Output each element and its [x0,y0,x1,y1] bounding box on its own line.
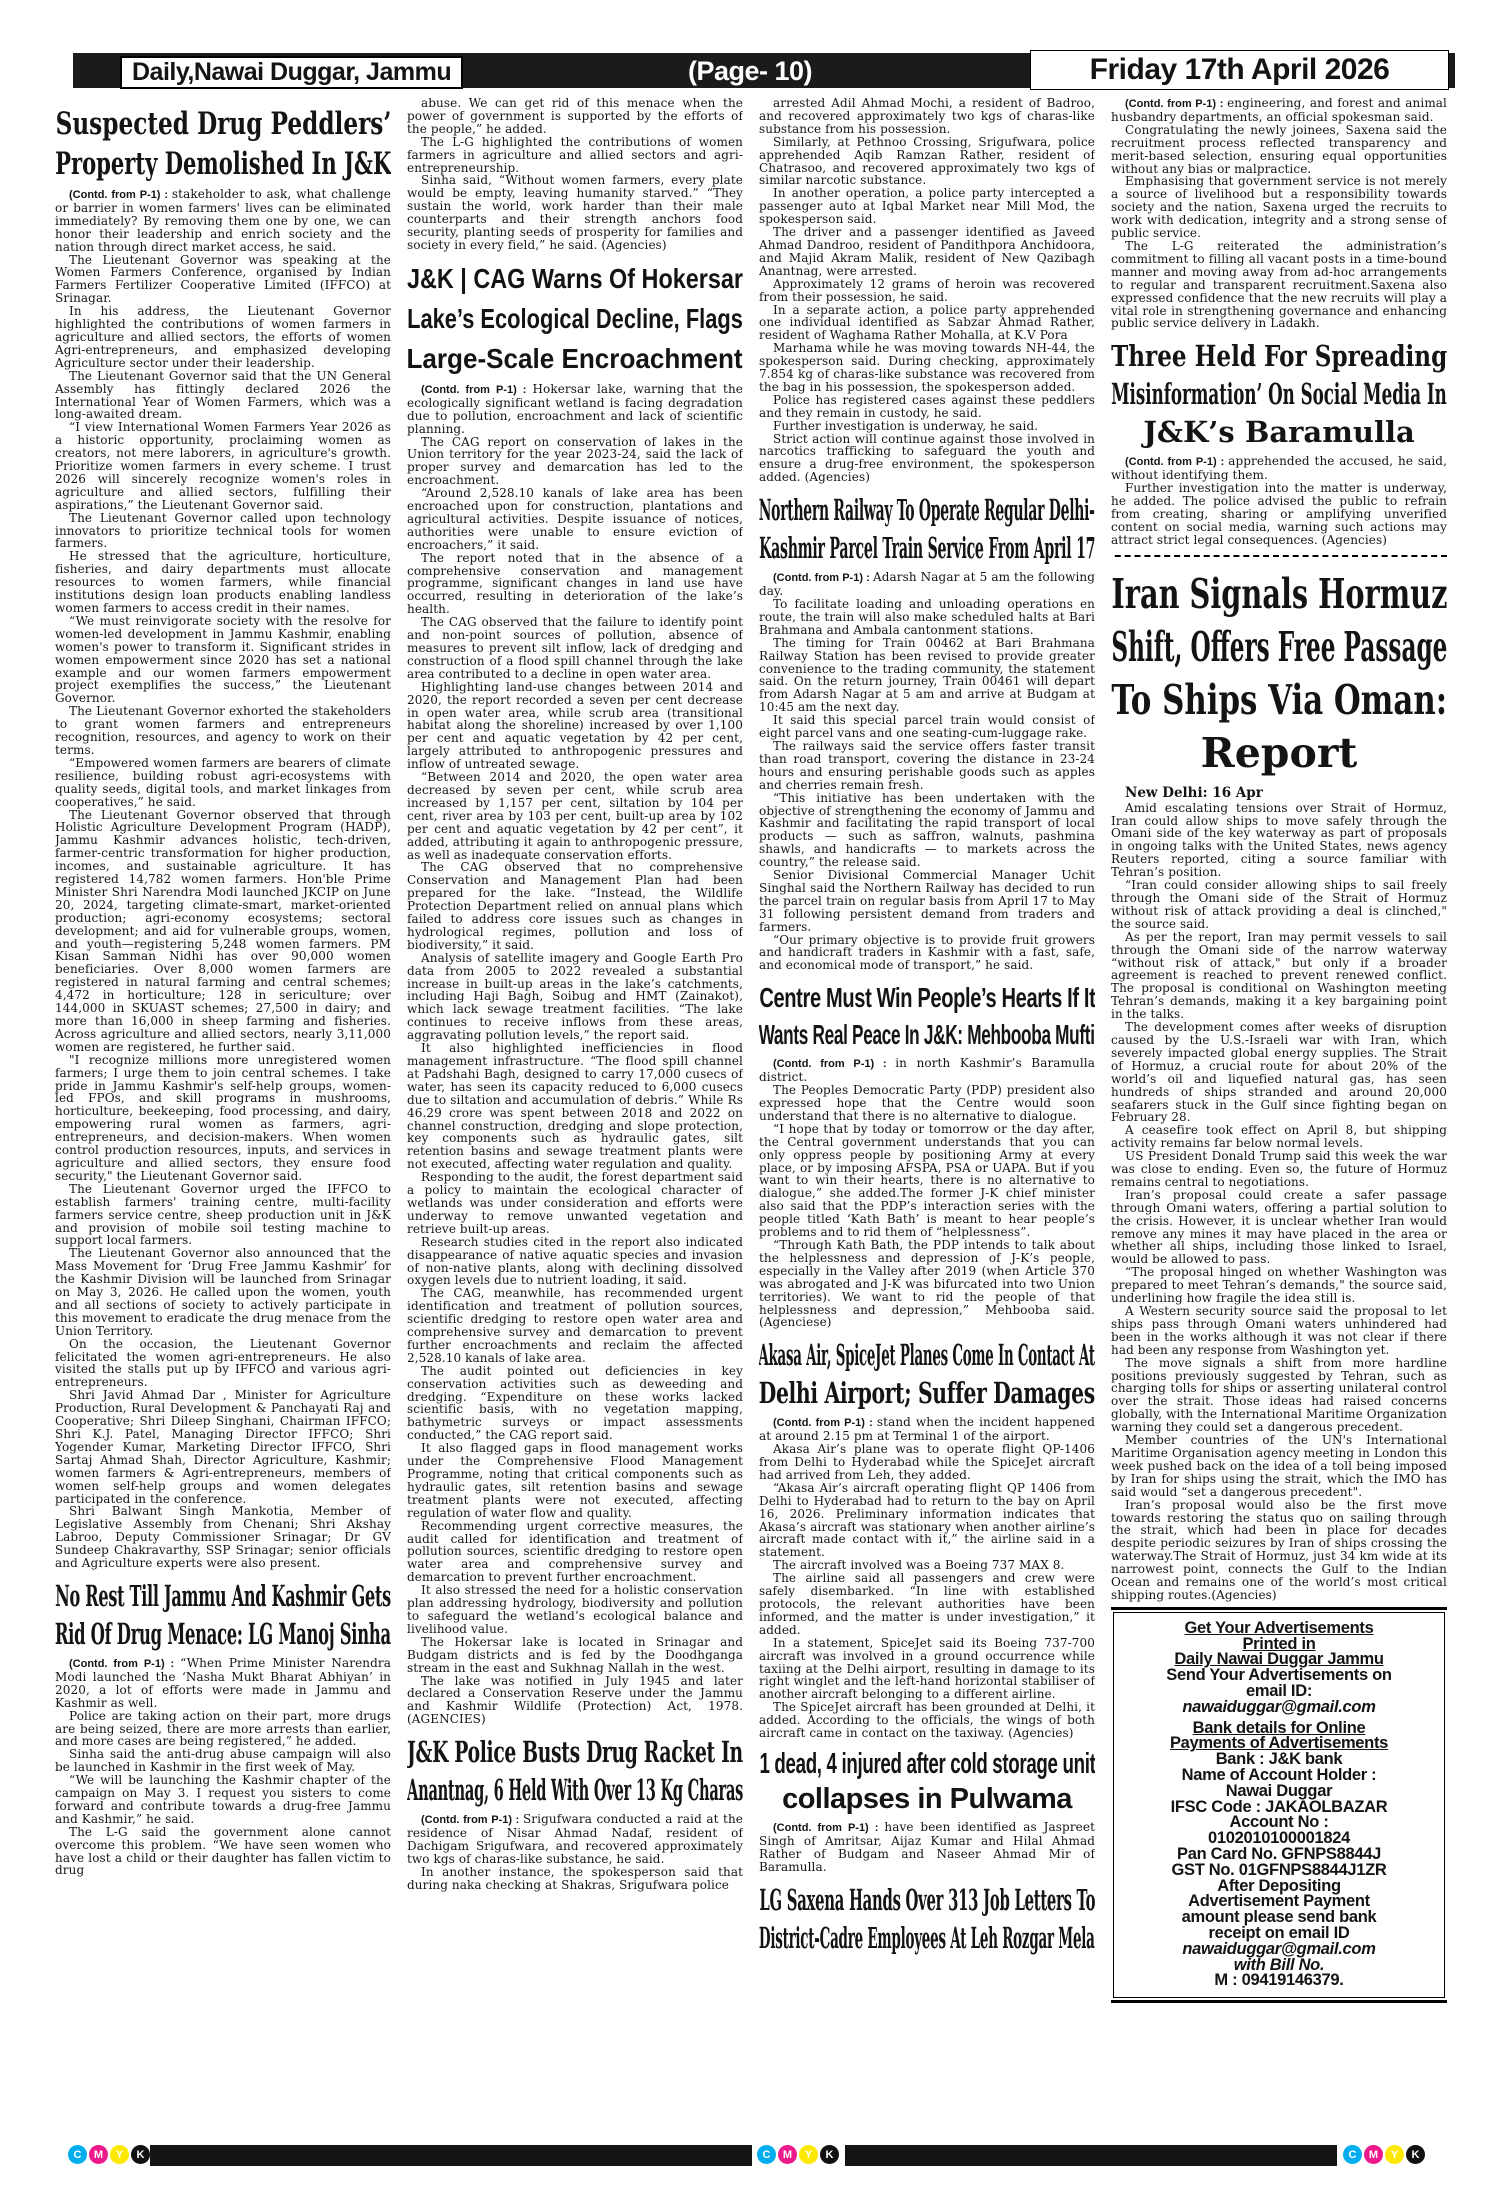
ad-line: 0102010100001824 [1207,1829,1351,1848]
paragraph: Akasa Air’s plane was to operate flight QP-1406 from Delhi to Hyderabad while the SpiceJet aircraft had arrived from Leh, they added. [759,1442,1095,1482]
paragraph: The move signals a shift from more hardline positions previously suggested by Tehran, such as charging tolls for ships or asserting unilateral control over the strait. Those ideas had raised concerns globally, with the International Maritime Organization warning they could set a dangerous precedent. [1111,1355,1447,1435]
ad-line: email ID: [1245,1682,1313,1701]
paragraph: (Contd. from P-1) : in north Kashmir’s Baramulla district. [759,1056,1095,1085]
headline: 1 dead, 4 injured after cold storage unit collapses in Pulwama [759,1747,1095,1815]
paragraph: In another operation, a police party intercepted a passenger auto at Iqbal Market near Mill Mod, the spokesperson said. [759,186,1095,227]
headline: Northern Railway To Operate Regular Delhi- Kashmir Parcel Train Service From April 17 [759,493,1095,566]
ad-line: Send Your Advertisements on [1166,1666,1392,1685]
paragraph: Shri Balwant Singh Mankotia, Member of Legislative Assembly from Chenani; Shri Akshay Labroo, Deputy Commissioner Srinagar; Dr GV Sundeep Chakravarthy, SSP Srinagar; senior officials and Agriculture experts were also present. [55,1504,391,1571]
paragraph: (Contd. from P-1) : engineering, and forest and animal husbandry departments, an official spokesman said. [1111,97,1447,124]
paragraph: The Lieutenant Governor observed that through Holistic Agriculture Development Program (HADP), Jammu Kashmir advances holistic, tech-driven, farmer-centric transformation for higher production, incomes, and sustainable agriculture. It has registered 14,782 women farmers. Hon'ble Prime Minister Shri Narendra Modi launched JKCIP on June 20, 2024, targeting climate-smart, market-oriented production; agri-economy ecosystems; sectoral development; and aid for vulnerable groups, women, and youth—registering 5,248 women farmers. PM Kisan Samman Nidhi has over 90,000 women beneficiaries. Over 8,000 women farmers are registered in natural farming and central schemes; 4,472 in horticulture; 128 in sericulture; over 144,000 in SKUAST schemes; 27,500 in dairy; and more than 16,000 in sheep farming and fisheries. Across agriculture and allied sectors, nearly 3,11,000 women are registered, he further said. [55,807,391,1054]
paragraph: The L-G reiterated the administration’s commitment to filling all vacant posts in a time-bound manner and moving away from ad-hoc arrangements to regular and transparent recruitment.Saxena also expressed confidence that the new recruits will play a vital role in strengthening governance and enhancing public service delivery in Ladakh. [1111,238,1447,331]
contd-label: (Contd. from P-1) : [421,383,533,396]
ad-line: Nawai Duggar [1225,1781,1333,1800]
contd-label: (Contd. from P-1) : [773,572,873,585]
paragraph: Research studies cited in the report also indicated disappearance of native aquatic species and invasion of non-native plants, along with declining dissolved oxygen levels due to nutrient loading, it said. [407,1234,743,1288]
contd-label: (Contd. from P-1) : [773,1821,885,1834]
column-3 [759,97,1095,2143]
print-mark-y-icon: Y [1385,2145,1404,2164]
headline: Iran Signals Hormuz Shift, Offers Free Passage To Ships Via Oman: Report [1111,569,1447,777]
ad-line: Printed in [1242,1634,1316,1653]
paragraph: The aircraft involved was a Boeing 737 MAX 8. [773,1558,1065,1573]
columns [55,97,1447,2143]
ad-line: IFSC Code : JAKAOLBAZAR [1170,1797,1388,1816]
headline: Centre Must Win People’s Hearts If It Wants Real Peace In J&K: Mehbooba Mufti [759,982,1095,1051]
ad-line: Advertisement Payment [1188,1892,1370,1911]
paragraph: “Between 2014 and 2020, the open water area decreased by seven per cent, while scrub area increased by 1,157 per cent, siltation by 104 per cent, river area by 103 per cent, built-up area by 102 per cent and aquatic vegetation by 42 per cent”, it added, attributing it again to anthropogenic pressure, as well as inadequate conservation efforts. [407,770,743,862]
paragraph: Emphasising that government service is not merely a source of livelihood but a responsibility towards society and the nation, Saxena urged the recruits to work with dedication, integrity and a strong sense of public service. [1111,174,1447,241]
paragraph: The railways said the service offers faster transit than road transport, covering the distance in 23-24 hours and ensuring perishable goods such as apples and cherries remain fresh. [759,738,1095,792]
ad-line: Name of Account Holder : [1181,1766,1377,1785]
paragraph: In a separate action, a police party apprehended one individual identified as Sabzar Ahmad Rather, resident of Waghama Rather Mohalla, at K.V Pora [759,302,1095,343]
paragraph: Police has registered cases against these peddlers and they remain in custody, he said. [759,392,1095,420]
contd-label: (Contd. from P-1) : [69,1657,181,1670]
print-mark-c-icon: C [1343,2145,1362,2164]
headline: No Rest Till Jammu And Kashmir Gets Rid Of Drug Menace: LG Manoj Sinha [55,1578,391,1651]
paragraph: As per the report, Iran may permit vessels to sail through the Omani side of the narrow waterway “without risk of attack," but only if a broader agreement is reached to prevent renewed conflict. The proposal is conditional on Washington meeting Tehran’s demands, making it a key bargaining point in the talks. [1111,929,1447,1022]
paragraph: In his address, the Lieutenant Governor highlighted the contributions of women farmers in agriculture and allied sectors, the efforts of women Agri-entrepreneurs, and emphasized developing Agriculture sector under their leadership. [55,304,391,370]
paragraph: “We must reinvigorate society with the resolve for women-led development in Jammu Kashmir, enabling women's power to transform it. Significant strides in women empowerment since 2020 has set a national example and our women farmers empowerment project exemplifies the success,” the Lieutenant Governor. [55,613,391,706]
paragraph: (Contd. from P-1) : apprehended the accused, he said, without identifying them. [1111,454,1447,483]
paragraph: “Akasa Air’s aircraft operating flight QP 1406 from Delhi to Hyderabad had to return to the bay on April 16, 2026. Preliminary information indicates that Akasa’s aircraft was stationary when another airline’s aircraft made contact with it,” the airline said in a statement. [759,1480,1095,1560]
ad-line: Pan Card No. GFNPS8844J [1176,1845,1381,1863]
paragraph: “The proposal hinged on whether Washington was prepared to meet Tehran’s demands," the source said, underlining how fragile the idea still is. [1111,1265,1447,1306]
paragraph: “This initiative has been undertaken with the objective of strengthening the economy of Jammu and Kashmir and facilitating the rapid transport of local products — such as saffron, walnuts, pashmina shawls, and handicrafts — to markets across the country,” the release said. [759,790,1095,870]
ad-line: Daily Nawai Duggar Jammu [1174,1650,1384,1669]
ad-line: nawaiduggar@gmail.com [1182,1939,1376,1958]
paragraph: It also stressed the need for a holistic conservation plan addressing hydrology, biodiversity and pollution to safeguard the wetland’s ecological balance and livelihood value. [407,1583,743,1636]
paragraph: (Contd. from P-1) : have been identified as Jaspreet Singh of Amritsar, Aijaz Kumar and Hilal Ahmad Rather of Budgam and Naseer Ahmad Mir of Baramulla. [759,1819,1095,1874]
print-marks-left [68,2145,150,2164]
paragraph: The CAG, meanwhile, has recommended urgent identification and treatment of pollution sources, scientific dredging to restore open water area and comprehensive survey and demarcation to prevent further encroachments and reclaim the affected 2,528.10 kanals of lake area. [407,1286,743,1365]
headline: J&K Police Busts Drug Racket In Anantnag, 6 Held With Over 13 Kg Charas [407,1735,743,1808]
ad-line: Bank : J&K bank [1215,1750,1343,1769]
paragraph: Responding to the audit, the forest department said a policy to maintain the ecological character of wetlands was under consideration and efforts were underway to remove unwanted vegetation and retrieve built-up areas. [407,1170,743,1236]
paragraph: Member countries of the UN's International Maritime Organisation agency meeting in London this week pushed back on the idea of a toll being imposed by Iran for ships using the strait, which the IMO has said would “set a dangerous precedent". [1111,1433,1447,1499]
paragraph: The L-G highlighted the contributions of women farmers in agriculture and allied sectors and agri-entrepreneurship. [407,134,743,175]
paragraph: Sinha said the anti-drug abuse campaign will also be launched in Kashmir in the first week of May. [55,1747,391,1775]
contd-label: (Contd. from P-1) : [1125,98,1228,110]
paragraph: Strict action will continue against those involved in narcotics trafficking to safeguard the youth and ensure a drug-free environment, the spokesperson added. (Agencies) [759,431,1095,485]
ad-line: Get Your Advertisements [1184,1618,1374,1637]
footer-bar-1 [150,2145,752,2166]
paragraph: (Contd. from P-1) : stakeholder to ask, what challenge or barrier in women farmers' lives can be eliminated immediately? By removing them one by one, we can honor their leadership and enrich society and the nation through direct market access, he said. [55,187,391,254]
paragraph: The development comes after weeks of disruption caused by the U.S.-Israeli war with Iran, which severely impacted global energy supplies. The Strait of Hormuz, a crucial route for about 20% of the world’s oil and liquefied natural gas, has seen hundreds of ships stranded and around 20,000 seafarers stuck in the Gulf since fighting began on February 28. [1111,1020,1447,1125]
ad-line: Payments of Advertisements [1169,1734,1389,1753]
iran-article-box [1111,555,1447,1999]
contd-label: (Contd. from P-1) : [1125,456,1229,469]
paragraph: The airline said all passengers and crew were safely disembarked. “In line with established protocols, the relevant authorities have been informed, and the matter is under investigation,” it added. [759,1571,1095,1637]
headline: LG Saxena Hands Over 313 Job Letters To District-Cadre Employees At Leh Rozgar Mela [759,1882,1095,1955]
paragraph: Approximately 12 grams of heroin was recovered from their possession, he said. [759,276,1095,304]
paragraph: (Contd. from P-1) : stand when the incident happened at around 2.15 pm at Terminal 1 of the airport. [759,1415,1095,1444]
paragraph: Highlighting land-use changes between 2014 and 2020, the report recorded a seven per cent decrease in open water area, while scrub area (transitional habitat along the shoreline) increased by over 1,100 per cent and aquatic vegetation by 42 per cent, largely attributed to anthropogenic pressures and inflow of untreated sewage. [407,679,743,772]
paragraph: (Contd. from P-1) : Adarsh Nagar at 5 am the following day. [759,570,1095,599]
ad-line: receipt on email ID [1208,1923,1350,1942]
paragraph: The CAG observed that the failure to identify point and non-point sources of pollution, absence of measures to prevent silt inflow, lack of dredging and construction of a flood spill channel through the lake area contributed to a decline in open water area. [407,615,743,681]
ad-line: M : 09419146379. [1214,1971,1344,1990]
paragraph: Further investigation is underway, he said. [773,418,1039,433]
paragraph: Congratulating the newly joinees, Saxena said the recruitment process reflected transparency and merit-based selection, ensuring equal opportunities without any bias or malpractice. [1111,122,1447,176]
paragraph: "I recognize millions more unregistered women farmers; I urge them to join central schemes. I take pride in Jammu Kashmir's self-help groups, women-led FPOs, and skill programs in mushrooms, horticulture, beekeeping, food processing, and dairy, empowering rural women as farmers, agri-entrepreneurs, and decision-makers. When women control production resources, inputs, and services in agriculture and allied sectors, they ensure food security," the Lieutenant Governor said. [55,1052,391,1183]
paragraph: It said this special parcel train would consist of eight parcel vans and one seating-cum-luggage rake. [759,713,1095,741]
column-4 [1111,97,1447,2143]
paragraph: He stressed that the agriculture, horticulture, fisheries, and dairy departments must allocate resources to women farmers, while financial institutions design loan products enabling landless women farmers to access credit in their names. [55,549,391,615]
ad-line: GST No. 01GFNPS8844J1ZR [1171,1860,1387,1879]
page-number: (Page- 10) [687,56,813,86]
print-mark-y-icon: Y [110,2145,129,2164]
print-marks-center [757,2145,839,2164]
ad-line: with Bill No. [1233,1955,1325,1974]
paragraph: Similarly, at Pethnoo Crossing, Srigufwara, police apprehended Aqib Ramzan Rather, resident of Chatrasoo, and recovered approximately two kgs of similar narcotic substance. [759,134,1095,188]
contd-label: (Contd. from P-1) : [773,1058,896,1071]
paragraph: “Through Kath Bath, the PDP intends to talk about the helplessness and depression of J-K’s people, especially in the Valley after 2019 (when Article 370 was abrogated and J-K was bifurcated into two Union territories). We want to rid the people of that helplessness and depression,” Mehbooba said. (Agenciese) [759,1237,1095,1330]
ad-line: Bank details for Online [1192,1718,1366,1737]
paragraph: Senior Divisional Commercial Manager Uchit Singhal said the Northern Railway has decided to run the parcel train on regular basis from April 17 to May 31 following persistent demand from traders and farmers. [759,868,1095,934]
paragraph: The Lieutenant Governor called upon technology innovators to prioritize technical tools for women farmers. [55,510,391,551]
paragraph: In a statement, SpiceJet said its Boeing 737-700 aircraft was involved in a ground occurrence while taxiing at the Delhi airport, resulting in damage to its right winglet and the left-hand horizontal stabiliser of another aircraft belonging to a different airline. [759,1635,1095,1702]
paragraph: The lake was notified in July 1945 and later declared a Conservation Reserve under the Jammu and Kashmir Wildlife (Protection) Act, 1978. (AGENCIES) [407,1673,743,1727]
paragraph: The Lieutenant Governor exhorted the stakeholders to grant women farmers and entrepreneurs recognition, resources, and agency to work on their terms. [55,704,391,757]
column-1 [55,97,391,2143]
paragraph: The Hokersar lake is located in Srinagar and Budgam districts and is fed by the Doodhganga stream in the east and Sukhnag Nallah in the west. [407,1634,743,1675]
ad-line: amount please send bank [1181,1908,1377,1927]
headline: Three Held For Spreading Misinformation’ On Social Media In J&K’s Baramulla [1111,339,1447,450]
paragraph: The Lieutenant Governor also announced that the Mass Movement for ‘Drug Free Jammu Kashmir’ for the Kashmir Division will be launched from Srinagar on May 3, 2026. He called upon the women, youth and all sections of society to actively participate in this movement to eradicate the drug menace from the Union Territory. [55,1246,391,1338]
paragraph: Analysis of satellite imagery and Google Earth Pro data from 2005 to 2022 revealed a substantial increase in built-up areas in the lake’s catchments, including Haji Bagh, Soibug and HMT (Zainakot), which lack sewage treatment facilities. “The lake continues to receive inflows from these areas, aggravating pollution levels,” the report said. [407,950,743,1043]
contd-label: (Contd. from P-1) : [421,1814,523,1827]
contd-label: (Contd. from P-1) : [69,189,172,201]
paragraph: A ceasefire took effect on April 8, but shipping activity remains far below normal levels. [1111,1123,1447,1151]
paragraph: The Peoples Democratic Party (PDP) president also expressed hope that the Centre would soon understand that there is no alternative to dialogue. [759,1083,1095,1123]
print-mark-c-icon: C [68,2145,87,2164]
paragraph: Amid escalating tensions over Strait of Hormuz, Iran could allow ships to move safely through the Omani side of the key waterway as part of proposals in ongoing talks with the United States, news agency Reuters reported, citing a source familiar with Tehran’s position. [1111,800,1447,880]
paragraph: The CAG report on conservation of lakes in the Union territory for the year 2023-24, said the lack of proper survey and demarcation has led to the encroachment. [407,434,743,488]
paragraph: (Contd. from P-1) : Hokersar lake, warning that the ecologically significant wetland is facing degradation due to pollution, encroachment and lack of scientific planning. [407,381,743,436]
print-mark-y-icon: Y [799,2145,818,2164]
headline: Akasa Air, SpiceJet Planes Come In Contact At Delhi Airport; Suffer Damages [759,1338,1095,1411]
paragraph: abuse. We can get rid of this menace when the power of government is supported by the efforts of the people,” he added. [407,97,743,136]
print-mark-k-icon: K [1406,2145,1425,2164]
paragraph: “Iran could consider allowing ships to sail freely through the Omani side of the Strait of Hormuz without risk of attack providing a deal is clinched," the source said. [1111,878,1447,931]
paragraph: It also flagged gaps in flood management works under the Comprehensive Flood Management Programme, noting that critical components such as hydraulic gates, silt retention basins and sewage treatment plants were not executed, affecting regulation of water flow and quality. [407,1441,743,1520]
paragraph: “I view International Women Farmers Year 2026 as a historic opportunity, proclaiming women as creators, not mere laborers, in agriculture's growth. Prioritize women farmers in every scheme. I trust 2026 will sincerely recognize women's roles in agriculture and allied sectors, fulfilling their aspirations,” the Lieutenant Governor said. [55,420,391,512]
column-2 [407,97,743,2143]
footer-bar-2 [845,2145,1337,2166]
dateline: New Delhi: 16 Apr [1125,784,1263,801]
paragraph: Marhama while he was moving towards NH-44, the spokesperson said. During checking, approximately 7.854 kg of charas-like substance was recovered from the bag in his possession, the spokesperson added. [759,341,1095,394]
paragraph: The Lieutenant Governor said that the UN General Assembly has fittingly declared 2026 the International Year of Women Farmers, which was a long-awaited dream. [55,368,391,422]
headline: Suspected Drug Peddlers’ Property Demolished In J&K [55,106,391,182]
print-mark-k-icon: K [820,2145,839,2164]
paragraph: To facilitate loading and unloading operations en route, the train will also make scheduled halts at Bari Brahmana and Ambala cantonment stations. [759,597,1095,637]
ad-line: Account No : [1229,1813,1329,1832]
paragraph: (Contd. from P-1) : “When Prime Minister Narendra Modi launched the ‘Nasha Mukt Bharat Abhiyan’ in 2020, a lot of efforts were made in Jammu and Kashmir as well. [55,1655,391,1710]
paragraph: The driver and a passenger identified as Javeed Ahmad Dandroo, resident of Pandithpora Anchidoora, and Majid Akram Malik, resident of New Qazibagh Anantnag, were arrested. [759,225,1095,278]
paragraph: “I hope that by today or tomorrow or the day after, the Central government understands that you can only oppress people by positioning Army at every place, or by imposing AFSPA, PSA or UAPA. But if you want to win their hearts, there is no alternative to dialogue,” she added.The former J-K chief minister also said that the PDP’s interaction series with the people titled ‘Kath Bath’ is meant to hear people’s problems and to rid them of “helplessness”. [759,1121,1095,1240]
headline: J&K | CAG Warns Of Hokersar Lake’s Ecological Decline, Flags Large-Scale Encroachment [407,262,743,374]
paragraph: The report noted that in the absence of a comprehensive conservation and management programme, significant changes in land use have occurred, resulting in deterioration of the lake’s health. [407,550,743,617]
print-mark-k-icon: K [131,2145,150,2164]
paragraph: The audit pointed out deficiencies in key conservation activities such as deweeding and dredging. “Expenditure on these works lacked scientific basis, with no vegetation mapping, bathymetric surveys or impact assessments conducted,” the CAG report said. [407,1363,743,1443]
paragraph: (Contd. from P-1) : Srigufwara conducted a raid at the residence of Nisar Ahmad Nadaf, resident of Dachigam Srigufwara, and recovered approximately two kgs of charas-like substance, he said. [407,1812,743,1866]
advertisement-box [1113,1612,1445,1998]
paragraph: US President Donald Trump said this week the war was close to ending. Even so, the future of Hormuz remains central to negotiations. [1111,1149,1447,1189]
paragraph: “Around 2,528.10 kanals of lake area has been encroached upon for construction, plantations and agricultural activities. Despite issuance of notices, authorities were unable to ensure eviction of encroachers,” it said. [407,486,743,552]
paragraph: Further investigation into the matter is underway, he added. The police advised the public to refrain from creating, sharing or amplifying unverified content on social media, warning such actions may attract strict legal consequences. (Agencies) [1111,481,1447,547]
ad-line: After Depositing [1217,1876,1341,1895]
paragraph: In another instance, the spokesperson said that during naka checking at Shakras, Srigufwara police [407,1864,743,1892]
paragraph: A Western security source said the proposal to let ships pass through Omani waters unhindered had been in the works although it was not clear if there had been any response from Washington yet. [1111,1304,1447,1357]
paragraph: The Lieutenant Governor urged the IFFCO to establish farmers' training centre, multi-facility farmers service centre, sheep production unit in J&K and provision of mobile soil testing machine to support local farmers. [55,1181,391,1248]
print-marks-right [1343,2145,1425,2164]
paragraph: Sinha said, “Without women farmers, every plate would be empty, leaving humanity starved.” “They sustain the world, work harder than their male counterparts and their strength anchors food security, planting seeds of prosperity for families and society in every field,” he said. (Agencies) [407,173,743,252]
paragraph: The SpiceJet aircraft has been grounded at Delhi, it added. According to the officials, the wings of both aircraft came in contact on the taxiway. (Agencies) [759,1700,1095,1741]
paragraph: The L-G said the government alone cannot overcome this problem. “We have seen women who have lost a child or their daughter has fallen victim to drug [55,1824,391,1878]
print-mark-m-icon: M [778,2145,797,2164]
masthead-title: Daily,Nawai Duggar, Jammu [120,56,463,89]
masthead-date: Friday 17th April 2026 [1030,50,1449,90]
paragraph: It also highlighted inefficiencies in flood management infrastructure. “The flood spill channel at Padshahi Bagh, designed to carry 17,000 cusecs of water, has seen its capacity reduced to 6,000 cusecs due to siltation and accumulation of debris.” While Rs 46.29 crore was spent between 2018 and 2022 on channel construction, dredging and slope protection, key components such as hydraulic gates, silt retention basins and sewage treatment plants were not executed, affecting water regulation and quality. [407,1041,743,1172]
paragraph: Police are taking action on their part, more drugs are being seized, there are more arrests than earlier, and more cases are being registered,” he added. [55,1708,391,1749]
paragraph: Shri Javid Ahmad Dar , Minister for Agriculture Production, Rural Development & Panchayati Raj and Cooperative; Shri Dileep Singhani, Chairman IFFCO; Shri K.J. Patel, Managing Director IFFCO; Shri Yogender Kumar, Marketing Director IFFCO, Shri Sartaj Ahmad Shah, Director Agriculture, Kashmir; women farmers & Agri-entrepreneurs, members of women self-help groups and women delegates participated in the conference. [55,1388,391,1506]
print-mark-m-icon: M [89,2145,108,2164]
print-mark-c-icon: C [757,2145,776,2164]
paragraph: On the occasion, the Lieutenant Governor felicitated the women agri-entrepreneurs. He also visited the stalls put up by IFFCO and various agri-entrepreneurs. [55,1336,391,1390]
paragraph: Recommending urgent corrective measures, the audit called for identification and treatment of pollution sources, scientific dredging to restore open water area and comprehensive survey and demarcation to prevent further encroachment. [407,1518,743,1585]
contd-label: (Contd. from P-1) : [773,1417,877,1430]
paragraph: The Lieutenant Governor was speaking at the Women Farmers Conference, organised by Indian Farmers Fertilizer Cooperative Limited (IFFCO) at Srinagar. [55,252,391,306]
paragraph: The timing for Train 00462 at Bari Brahmana Railway Station has been revised to provide greater convenience to the trading community, the statement said. On the return journey, Train 00461 will depart from Adarsh Nagar at 5 am and arrive at Budgam at 10:45 am the next day. [759,635,1095,715]
ad-line: nawaiduggar@gmail.com [1182,1697,1376,1716]
paragraph: arrested Adil Ahmad Mochi, a resident of Badroo, and recovered approximately two kgs of charas-like substance from his possession. [759,97,1095,136]
paragraph: The CAG observed that no comprehensive Conservation and Management Plan had been prepared for the lake. “Instead, the Wildlife Protection Department relied on annual plans which failed to address core issues such as changes in hydrological regimes, pollution and loss of biodiversity,” it said. [407,860,743,952]
paragraph: “Our primary objective is to provide fruit growers and handicraft traders in Kashmir with a fast, safe, and economical mode of transport,” he said. [759,932,1095,973]
paragraph: “We will be launching the Kashmir chapter of the campaign on May 3. I request you sisters to come forward and contribute towards a drug-free Jammu and Kashmir,” he said. [55,1773,391,1826]
paragraph: Iran’s proposal would also be the first move towards restoring the status quo on sailing through the strait, which had been in place for decades despite periodic seizures by Iran of ships crossing the waterway.The Strait of Hormuz, just 34 km wide at its narrowest point, connects the Gulf to the Indian Ocean and remains one of the world’s most critical shipping routes.(Agencies) [1111,1497,1447,1602]
paragraph: “Empowered women farmers are bearers of climate resilience, building robust agri-ecosystems with quality seeds, digital tools, and market linkages from cooperatives,” he said. [55,755,391,809]
print-mark-m-icon: M [1364,2145,1383,2164]
paragraph: Iran’s proposal could create a safer passage through Omani waters, offering a partial solution to the crisis. However, it is unclear whether Iran would remove any mines it may have placed in the area or whether all ships, including those linked to Israel, would be allowed to pass. [1111,1187,1447,1267]
